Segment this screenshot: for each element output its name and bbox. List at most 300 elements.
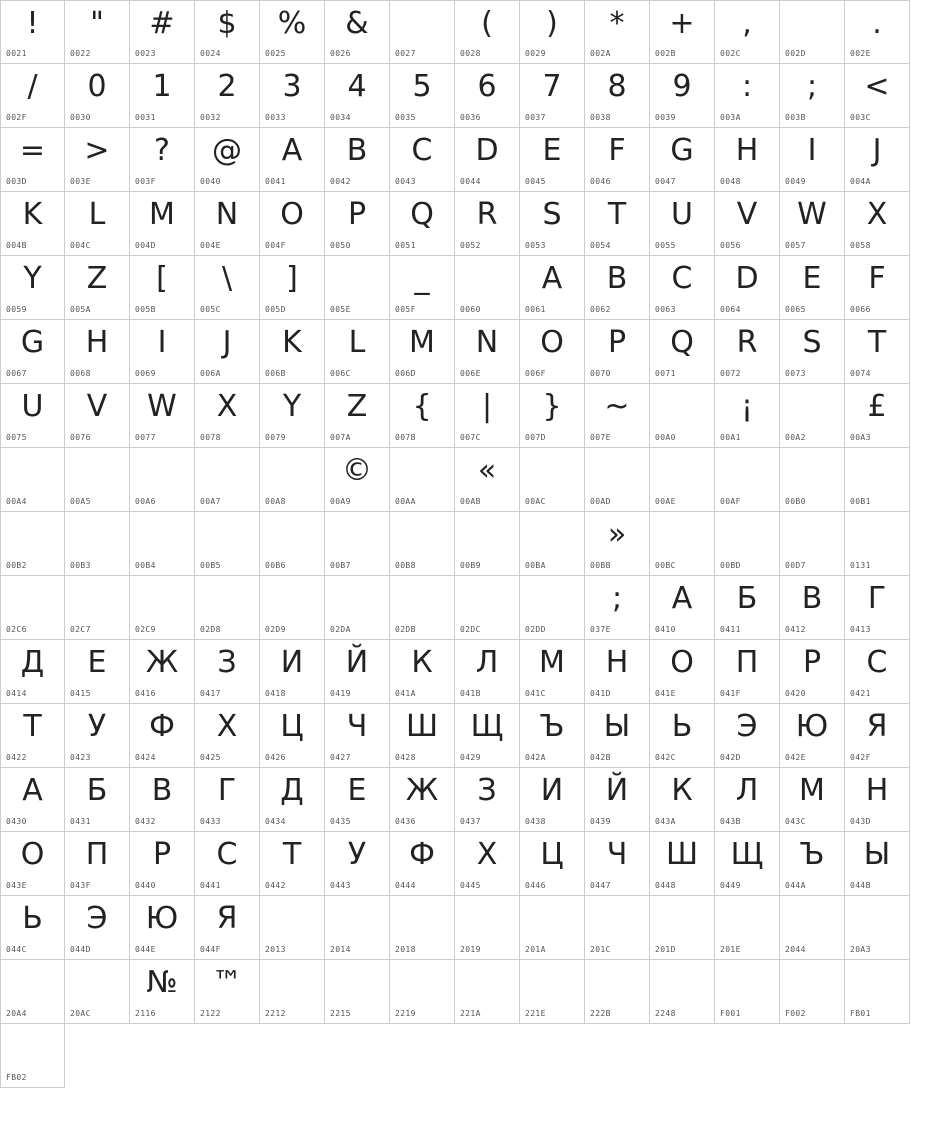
glyph-cell[interactable] xyxy=(260,128,325,192)
glyph-codepoint: 00A2 xyxy=(785,433,806,442)
glyph-cell[interactable] xyxy=(390,64,455,128)
glyph-cell[interactable] xyxy=(390,128,455,192)
glyph-codepoint: 0061 xyxy=(525,305,546,314)
glyph-cell[interactable] xyxy=(455,320,520,384)
glyph-cell[interactable] xyxy=(585,320,650,384)
glyph-cell[interactable] xyxy=(195,448,260,512)
glyph-cell[interactable] xyxy=(65,960,130,1024)
glyph-codepoint: 0055 xyxy=(655,241,676,250)
glyph-cell[interactable] xyxy=(650,768,715,832)
glyph-cell[interactable] xyxy=(195,960,260,1024)
glyph-character: # xyxy=(149,6,175,41)
glyph-cell[interactable] xyxy=(260,576,325,640)
glyph-cell[interactable] xyxy=(715,320,780,384)
glyph-cell[interactable] xyxy=(715,0,780,64)
glyph-character: N xyxy=(215,197,239,232)
glyph-cell[interactable] xyxy=(325,448,390,512)
glyph-cell[interactable] xyxy=(260,64,325,128)
glyph-cell[interactable] xyxy=(455,832,520,896)
glyph-codepoint: 0414 xyxy=(6,689,27,698)
glyph-cell[interactable] xyxy=(585,0,650,64)
glyph-cell[interactable] xyxy=(260,0,325,64)
glyph-cell[interactable] xyxy=(455,384,520,448)
glyph-character: ~ xyxy=(604,389,630,424)
glyph-cell[interactable] xyxy=(650,960,715,1024)
glyph-codepoint: 20AC xyxy=(70,1009,91,1018)
glyph-character: Q xyxy=(670,325,694,360)
glyph-cell[interactable] xyxy=(130,896,195,960)
glyph-cell[interactable] xyxy=(845,576,910,640)
glyph-cell[interactable] xyxy=(585,128,650,192)
glyph-cell[interactable] xyxy=(650,0,715,64)
glyph-cell[interactable] xyxy=(520,448,585,512)
glyph-cell[interactable] xyxy=(780,704,845,768)
glyph-cell[interactable] xyxy=(585,960,650,1024)
glyph-cell[interactable] xyxy=(585,256,650,320)
glyph-character: R xyxy=(736,325,758,360)
glyph-codepoint: 0432 xyxy=(135,817,156,826)
glyph-cell[interactable] xyxy=(390,896,455,960)
glyph-cell[interactable] xyxy=(390,256,455,320)
glyph-cell[interactable] xyxy=(0,576,65,640)
glyph-character xyxy=(325,578,389,620)
glyph-cell[interactable] xyxy=(715,192,780,256)
glyph-cell[interactable] xyxy=(65,384,130,448)
glyph-cell[interactable] xyxy=(845,640,910,704)
glyph-cell[interactable] xyxy=(520,0,585,64)
glyph-codepoint: 041E xyxy=(655,689,676,698)
glyph-cell[interactable] xyxy=(845,192,910,256)
glyph-cell[interactable] xyxy=(520,384,585,448)
glyph-cell[interactable] xyxy=(845,320,910,384)
glyph-cell[interactable] xyxy=(130,704,195,768)
glyph-cell[interactable] xyxy=(130,576,195,640)
glyph-cell[interactable] xyxy=(325,192,390,256)
glyph-cell[interactable] xyxy=(0,960,65,1024)
glyph-cell[interactable] xyxy=(260,960,325,1024)
glyph-codepoint: 0427 xyxy=(330,753,351,762)
glyph-cell[interactable] xyxy=(195,512,260,576)
glyph-cell[interactable] xyxy=(650,640,715,704)
glyph-cell[interactable] xyxy=(715,960,780,1024)
glyph-character: Н xyxy=(605,645,629,680)
glyph-cell[interactable] xyxy=(130,960,195,1024)
glyph-cell[interactable] xyxy=(65,320,130,384)
glyph-codepoint: 0412 xyxy=(785,625,806,634)
glyph-cell[interactable] xyxy=(780,640,845,704)
glyph-character: Z xyxy=(346,389,368,424)
glyph-character: V xyxy=(86,389,108,424)
glyph-cell[interactable] xyxy=(130,128,195,192)
glyph-cell[interactable] xyxy=(520,960,585,1024)
glyph-codepoint: 007C xyxy=(460,433,481,442)
glyph-cell[interactable] xyxy=(130,832,195,896)
glyph-codepoint: 2013 xyxy=(265,945,286,954)
glyph-cell[interactable] xyxy=(520,64,585,128)
glyph-character: Ь xyxy=(671,709,693,744)
glyph-cell[interactable] xyxy=(0,512,65,576)
glyph-cell[interactable] xyxy=(845,896,910,960)
glyph-cell[interactable] xyxy=(0,0,65,64)
glyph-cell[interactable] xyxy=(650,896,715,960)
glyph-codepoint: 00A9 xyxy=(330,497,351,506)
glyph-cell[interactable] xyxy=(715,704,780,768)
glyph-cell[interactable] xyxy=(130,0,195,64)
glyph-cell[interactable] xyxy=(325,576,390,640)
glyph-codepoint: 2014 xyxy=(330,945,351,954)
glyph-cell[interactable] xyxy=(390,0,455,64)
glyph-cell[interactable] xyxy=(130,640,195,704)
glyph-cell[interactable] xyxy=(455,64,520,128)
glyph-codepoint: 004A xyxy=(850,177,871,186)
glyph-character: Y xyxy=(23,261,42,296)
glyph-cell[interactable] xyxy=(325,0,390,64)
glyph-character: W xyxy=(147,389,177,424)
glyph-cell[interactable] xyxy=(195,896,260,960)
glyph-cell[interactable] xyxy=(325,960,390,1024)
glyph-cell[interactable] xyxy=(130,256,195,320)
glyph-cell[interactable] xyxy=(325,256,390,320)
glyph-cell[interactable] xyxy=(0,192,65,256)
glyph-character: Э xyxy=(86,901,108,936)
glyph-cell[interactable] xyxy=(585,768,650,832)
glyph-cell[interactable] xyxy=(780,896,845,960)
glyph-cell[interactable] xyxy=(325,704,390,768)
glyph-cell[interactable] xyxy=(780,960,845,1024)
glyph-cell[interactable] xyxy=(780,384,845,448)
glyph-cell[interactable] xyxy=(455,704,520,768)
glyph-cell[interactable] xyxy=(520,256,585,320)
glyph-cell[interactable] xyxy=(650,192,715,256)
glyph-character xyxy=(390,450,454,492)
glyph-cell[interactable] xyxy=(845,128,910,192)
glyph-cell[interactable] xyxy=(715,576,780,640)
glyph-character: В xyxy=(801,581,823,616)
glyph-cell[interactable] xyxy=(650,832,715,896)
glyph-cell[interactable] xyxy=(65,0,130,64)
glyph-cell[interactable] xyxy=(845,448,910,512)
glyph-cell[interactable] xyxy=(130,384,195,448)
glyph-cell[interactable] xyxy=(845,384,910,448)
glyph-character: « xyxy=(477,453,497,488)
glyph-cell[interactable] xyxy=(130,192,195,256)
glyph-cell[interactable] xyxy=(325,896,390,960)
glyph-cell[interactable] xyxy=(195,128,260,192)
glyph-codepoint: 0449 xyxy=(720,881,741,890)
glyph-cell[interactable] xyxy=(0,384,65,448)
glyph-cell[interactable] xyxy=(65,448,130,512)
glyph-cell[interactable] xyxy=(520,320,585,384)
glyph-cell[interactable] xyxy=(65,896,130,960)
glyph-codepoint: 00BA xyxy=(525,561,546,570)
glyph-cell[interactable] xyxy=(65,128,130,192)
glyph-cell[interactable] xyxy=(650,128,715,192)
glyph-cell[interactable] xyxy=(195,320,260,384)
glyph-cell[interactable] xyxy=(390,192,455,256)
glyph-cell[interactable] xyxy=(195,704,260,768)
glyph-cell[interactable] xyxy=(260,320,325,384)
glyph-cell[interactable] xyxy=(260,640,325,704)
glyph-cell[interactable] xyxy=(0,832,65,896)
glyph-cell[interactable] xyxy=(325,64,390,128)
glyph-cell[interactable] xyxy=(65,192,130,256)
glyph-cell[interactable] xyxy=(195,384,260,448)
glyph-cell[interactable] xyxy=(845,512,910,576)
glyph-character: U xyxy=(671,197,693,232)
glyph-cell[interactable] xyxy=(780,576,845,640)
glyph-cell[interactable] xyxy=(195,256,260,320)
glyph-codepoint: 222B xyxy=(590,1009,611,1018)
glyph-cell[interactable] xyxy=(520,192,585,256)
glyph-cell[interactable] xyxy=(650,384,715,448)
glyph-cell[interactable] xyxy=(520,896,585,960)
glyph-cell[interactable] xyxy=(780,64,845,128)
glyph-cell[interactable] xyxy=(715,128,780,192)
glyph-cell[interactable] xyxy=(780,256,845,320)
glyph-codepoint: 044A xyxy=(785,881,806,890)
glyph-cell[interactable] xyxy=(65,768,130,832)
glyph-codepoint: 0070 xyxy=(590,369,611,378)
glyph-cell[interactable] xyxy=(585,576,650,640)
glyph-cell[interactable] xyxy=(0,1024,65,1088)
glyph-cell[interactable] xyxy=(260,192,325,256)
glyph-cell[interactable] xyxy=(325,832,390,896)
glyph-cell[interactable] xyxy=(455,512,520,576)
glyph-cell[interactable] xyxy=(845,256,910,320)
glyph-cell[interactable] xyxy=(325,768,390,832)
glyph-character xyxy=(325,898,389,940)
glyph-cell[interactable] xyxy=(650,704,715,768)
glyph-cell[interactable] xyxy=(130,512,195,576)
glyph-codepoint: 007B xyxy=(395,433,416,442)
glyph-cell[interactable] xyxy=(130,64,195,128)
glyph-character: К xyxy=(671,773,693,808)
glyph-codepoint: 0023 xyxy=(135,49,156,58)
glyph-cell[interactable] xyxy=(650,64,715,128)
glyph-character xyxy=(325,258,389,300)
glyph-cell[interactable] xyxy=(65,256,130,320)
glyph-cell[interactable] xyxy=(650,448,715,512)
glyph-cell[interactable] xyxy=(455,960,520,1024)
glyph-cell[interactable] xyxy=(65,512,130,576)
glyph-character xyxy=(195,450,259,492)
glyph-cell[interactable] xyxy=(715,256,780,320)
glyph-cell[interactable] xyxy=(260,896,325,960)
glyph-cell[interactable] xyxy=(585,384,650,448)
glyph-character xyxy=(390,898,454,940)
glyph-cell[interactable] xyxy=(0,128,65,192)
glyph-cell[interactable] xyxy=(390,832,455,896)
glyph-cell[interactable] xyxy=(715,384,780,448)
glyph-cell[interactable] xyxy=(845,64,910,128)
glyph-cell[interactable] xyxy=(65,832,130,896)
glyph-cell[interactable] xyxy=(845,0,910,64)
glyph-cell[interactable] xyxy=(715,832,780,896)
glyph-cell[interactable] xyxy=(455,0,520,64)
glyph-cell[interactable] xyxy=(0,64,65,128)
glyph-cell[interactable] xyxy=(0,320,65,384)
glyph-cell[interactable] xyxy=(260,256,325,320)
glyph-cell[interactable] xyxy=(585,704,650,768)
glyph-cell[interactable] xyxy=(650,512,715,576)
glyph-cell[interactable] xyxy=(390,512,455,576)
glyph-cell[interactable] xyxy=(390,960,455,1024)
glyph-codepoint: 2019 xyxy=(460,945,481,954)
glyph-cell[interactable] xyxy=(585,512,650,576)
glyph-cell[interactable] xyxy=(65,576,130,640)
glyph-character xyxy=(455,514,519,556)
glyph-cell[interactable] xyxy=(390,320,455,384)
glyph-character: F xyxy=(608,133,626,168)
glyph-codepoint: 0053 xyxy=(525,241,546,250)
glyph-cell[interactable] xyxy=(520,576,585,640)
glyph-cell[interactable] xyxy=(585,896,650,960)
glyph-character: E xyxy=(542,133,562,168)
glyph-cell[interactable] xyxy=(520,768,585,832)
glyph-character: Q xyxy=(410,197,434,232)
glyph-character: Z xyxy=(86,261,108,296)
glyph-cell[interactable] xyxy=(650,576,715,640)
glyph-cell[interactable] xyxy=(195,832,260,896)
glyph-cell[interactable] xyxy=(0,896,65,960)
glyph-cell[interactable] xyxy=(520,512,585,576)
glyph-codepoint: 0440 xyxy=(135,881,156,890)
glyph-cell[interactable] xyxy=(390,576,455,640)
glyph-codepoint: 002D xyxy=(785,49,806,58)
glyph-cell[interactable] xyxy=(455,896,520,960)
glyph-cell[interactable] xyxy=(390,640,455,704)
glyph-cell[interactable] xyxy=(780,128,845,192)
glyph-cell[interactable] xyxy=(260,704,325,768)
glyph-cell[interactable] xyxy=(0,256,65,320)
glyph-cell[interactable] xyxy=(130,320,195,384)
glyph-cell[interactable] xyxy=(650,256,715,320)
glyph-cell[interactable] xyxy=(260,832,325,896)
glyph-cell[interactable] xyxy=(325,640,390,704)
glyph-cell[interactable] xyxy=(0,768,65,832)
glyph-cell[interactable] xyxy=(520,704,585,768)
glyph-cell[interactable] xyxy=(65,64,130,128)
glyph-cell[interactable] xyxy=(780,832,845,896)
glyph-cell[interactable] xyxy=(780,192,845,256)
glyph-cell[interactable] xyxy=(455,128,520,192)
glyph-codepoint: 003C xyxy=(850,113,871,122)
glyph-cell[interactable] xyxy=(715,64,780,128)
glyph-character xyxy=(780,514,844,556)
glyph-character xyxy=(650,386,714,428)
glyph-character: J xyxy=(222,325,232,360)
glyph-cell[interactable] xyxy=(390,384,455,448)
glyph-codepoint: 0065 xyxy=(785,305,806,314)
glyph-cell[interactable] xyxy=(130,448,195,512)
glyph-cell[interactable] xyxy=(455,768,520,832)
glyph-cell[interactable] xyxy=(325,128,390,192)
glyph-cell[interactable] xyxy=(520,640,585,704)
glyph-cell[interactable] xyxy=(0,448,65,512)
glyph-cell[interactable] xyxy=(0,640,65,704)
glyph-cell[interactable] xyxy=(780,448,845,512)
glyph-cell[interactable] xyxy=(325,384,390,448)
glyph-cell[interactable] xyxy=(715,640,780,704)
glyph-codepoint: 0042 xyxy=(330,177,351,186)
glyph-codepoint: 0062 xyxy=(590,305,611,314)
glyph-cell[interactable] xyxy=(195,64,260,128)
glyph-cell[interactable] xyxy=(845,832,910,896)
glyph-cell[interactable] xyxy=(715,896,780,960)
glyph-cell[interactable] xyxy=(195,192,260,256)
glyph-character: Е xyxy=(87,645,107,680)
glyph-codepoint: 003F xyxy=(135,177,156,186)
glyph-codepoint: 0442 xyxy=(265,881,286,890)
glyph-character: & xyxy=(345,6,369,41)
glyph-cell[interactable] xyxy=(715,768,780,832)
glyph-cell[interactable] xyxy=(585,832,650,896)
glyph-cell[interactable] xyxy=(520,832,585,896)
glyph-cell[interactable] xyxy=(390,704,455,768)
glyph-cell[interactable] xyxy=(260,384,325,448)
glyph-cell[interactable] xyxy=(455,576,520,640)
glyph-cell[interactable] xyxy=(455,256,520,320)
glyph-codepoint: 004D xyxy=(135,241,156,250)
glyph-cell[interactable] xyxy=(715,448,780,512)
glyph-cell[interactable] xyxy=(195,576,260,640)
glyph-cell[interactable] xyxy=(325,512,390,576)
glyph-codepoint: 221E xyxy=(525,1009,546,1018)
glyph-codepoint: 0433 xyxy=(200,817,221,826)
glyph-character: ; xyxy=(611,581,623,616)
glyph-codepoint: FB02 xyxy=(6,1073,27,1082)
glyph-cell[interactable] xyxy=(585,192,650,256)
glyph-cell[interactable] xyxy=(65,704,130,768)
glyph-character: Х xyxy=(216,709,238,744)
glyph-character xyxy=(585,898,649,940)
glyph-cell[interactable] xyxy=(650,320,715,384)
glyph-cell[interactable] xyxy=(260,768,325,832)
glyph-cell[interactable] xyxy=(780,512,845,576)
glyph-cell[interactable] xyxy=(780,320,845,384)
glyph-cell[interactable] xyxy=(520,128,585,192)
glyph-cell[interactable] xyxy=(455,192,520,256)
glyph-cell[interactable] xyxy=(0,704,65,768)
glyph-cell[interactable] xyxy=(325,320,390,384)
glyph-cell[interactable] xyxy=(455,448,520,512)
glyph-cell[interactable] xyxy=(585,64,650,128)
glyph-cell[interactable] xyxy=(260,512,325,576)
glyph-cell[interactable] xyxy=(65,640,130,704)
glyph-character: W xyxy=(797,197,827,232)
glyph-codepoint: 004E xyxy=(200,241,221,250)
glyph-cell[interactable] xyxy=(390,768,455,832)
glyph-cell[interactable] xyxy=(455,640,520,704)
glyph-cell[interactable] xyxy=(585,640,650,704)
glyph-cell[interactable] xyxy=(195,768,260,832)
glyph-cell[interactable] xyxy=(845,960,910,1024)
glyph-cell[interactable] xyxy=(715,512,780,576)
glyph-cell[interactable] xyxy=(195,640,260,704)
glyph-cell[interactable] xyxy=(845,704,910,768)
glyph-cell[interactable] xyxy=(780,0,845,64)
glyph-cell[interactable] xyxy=(260,448,325,512)
glyph-cell[interactable] xyxy=(130,768,195,832)
glyph-codepoint: 00A8 xyxy=(265,497,286,506)
glyph-cell[interactable] xyxy=(195,0,260,64)
glyph-cell[interactable] xyxy=(390,448,455,512)
glyph-cell[interactable] xyxy=(780,768,845,832)
glyph-cell[interactable] xyxy=(845,768,910,832)
glyph-cell[interactable] xyxy=(585,448,650,512)
glyph-codepoint: 0131 xyxy=(850,561,871,570)
glyph-character: + xyxy=(669,6,695,41)
